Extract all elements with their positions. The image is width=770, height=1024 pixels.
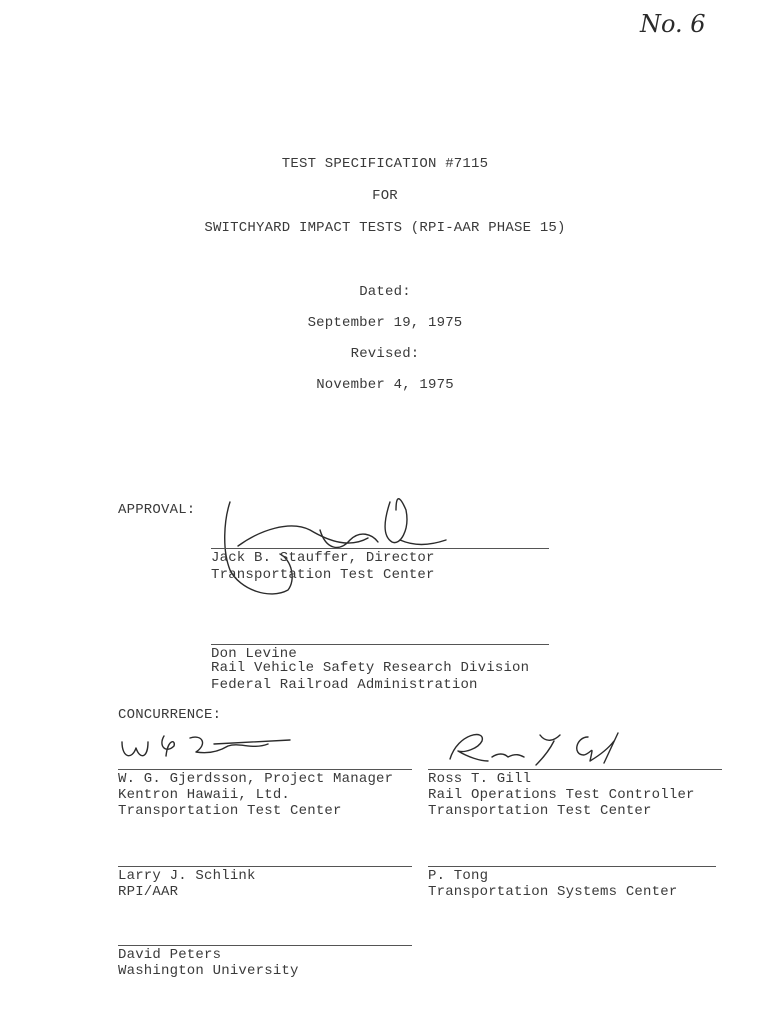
revised-value: November 4, 1975: [316, 377, 454, 393]
approval-signer-1-org: Transportation Test Center: [211, 567, 435, 583]
concurrence-left-3-name: David Peters: [118, 947, 222, 963]
concurrence-left-2-name: Larry J. Schlink: [118, 868, 256, 884]
concurrence-right-1-name: Ross T. Gill: [428, 771, 532, 787]
revised-label: Revised:: [350, 346, 420, 362]
concurrence-left-line-3: [118, 945, 412, 946]
concurrence-right-1-org-1: Rail Operations Test Controller: [428, 787, 695, 803]
dated-label: Dated:: [359, 284, 411, 300]
signature-gill: [428, 727, 638, 767]
title-line-3: SWITCHYARD IMPACT TESTS (RPI-AAR PHASE 15): [204, 220, 566, 236]
approval-signature-line-1: [211, 548, 549, 549]
approval-signer-1-name: Jack B. Stauffer, Director: [211, 550, 435, 566]
approval-signer-2-org-2: Federal Railroad Administration: [211, 677, 478, 693]
concurrence-right-2-org-1: Transportation Systems Center: [428, 884, 678, 900]
handwritten-document-number: No. 6: [640, 10, 706, 38]
concurrence-left-1-org-1: Kentron Hawaii, Ltd.: [118, 787, 291, 803]
dated-value: September 19, 1975: [307, 315, 463, 331]
approval-signature-line-2: [211, 644, 549, 645]
concurrence-left-1-name: W. G. Gjerdsson, Project Manager: [118, 771, 394, 787]
signature-gjerdsson: [118, 730, 298, 770]
approval-signer-2-name: Don Levine: [211, 646, 298, 662]
concurrence-left-1-org-2: Transportation Test Center: [118, 803, 342, 819]
title-line-1: TEST SPECIFICATION #7115: [281, 156, 489, 172]
concurrence-right-line-2: [428, 866, 716, 867]
concurrence-right-line-1: [428, 769, 722, 770]
concurrence-right-2-name: P. Tong: [428, 868, 489, 884]
concurrence-label: CONCURRENCE:: [118, 707, 222, 723]
concurrence-left-2-org-1: RPI/AAR: [118, 884, 179, 900]
approval-signer-2-org-1: Rail Vehicle Safety Research Division: [211, 660, 530, 676]
concurrence-right-1-org-2: Transportation Test Center: [428, 803, 652, 819]
concurrence-left-3-org-1: Washington University: [118, 963, 299, 979]
title-line-2: FOR: [372, 188, 398, 204]
concurrence-left-line-1: [118, 769, 412, 770]
approval-label: APPROVAL:: [118, 502, 196, 518]
concurrence-left-line-2: [118, 866, 412, 867]
